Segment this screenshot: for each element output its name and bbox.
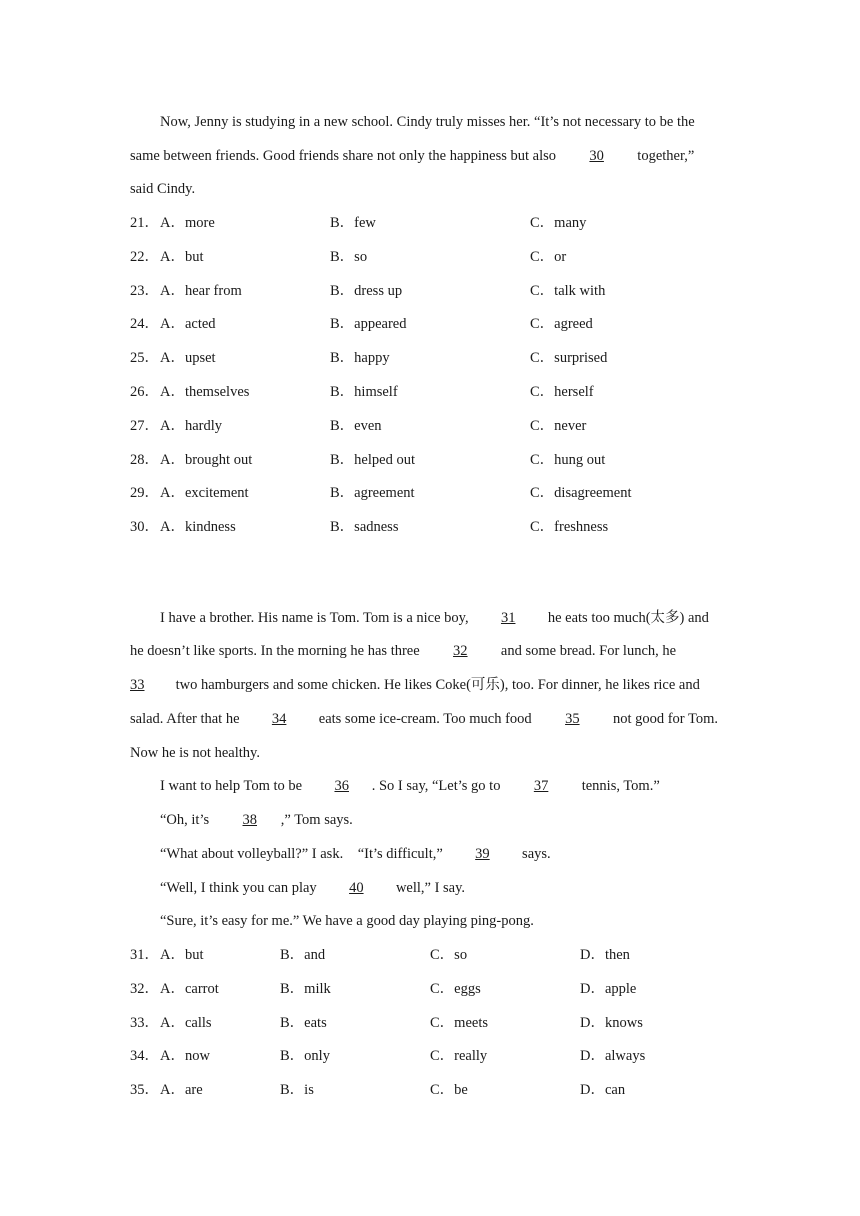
passage-line <box>160 608 730 628</box>
option-a: A．calls <box>160 1014 212 1031</box>
option-b: B．milk <box>280 980 331 997</box>
passage-text: he doesn’t like sports. In the morning he has three <box>130 643 420 659</box>
option-a: A．kindness <box>160 519 236 536</box>
question-number: 33． <box>130 1014 159 1031</box>
passage-text: salad. After that he <box>130 711 240 727</box>
option-b: B．and <box>280 947 326 963</box>
option-a: A．but <box>160 248 204 265</box>
passage-line: Now, Jenny is studying in a new school. Cindy truly misses her. “It’s not necessary to be the <box>160 114 695 130</box>
option-a: A．excitement <box>160 485 249 502</box>
question-row <box>130 979 730 999</box>
answer-blank: 31 <box>500 610 516 626</box>
option-b: B．few <box>330 215 376 231</box>
passage-text: and some bread. For lunch, he <box>500 643 677 659</box>
option-b: B．agreement <box>330 485 415 502</box>
option-c: C．disagreement <box>530 485 632 502</box>
passage-text: same between friends. Good friends share not only the happiness but also <box>130 148 557 164</box>
answer-blank: 39 <box>475 846 490 862</box>
question-number: 29． <box>130 485 159 502</box>
question-row <box>130 382 730 402</box>
option-c: C．freshness <box>530 519 609 536</box>
option-a: A．carrot <box>160 980 219 997</box>
answer-blank: 30 <box>589 148 604 164</box>
passage-text: “Well, I think you can play <box>160 880 317 896</box>
passage-line: “Sure, it’s easy for me.” We have a good day playing ping-pong. <box>160 913 534 929</box>
option-b: B．appeared <box>330 316 407 333</box>
question-row <box>130 348 730 368</box>
question-number: 23． <box>130 282 159 299</box>
answer-blank: 34 <box>271 711 287 727</box>
option-a: A．but <box>160 947 204 963</box>
question-number: 22． <box>130 248 159 265</box>
passage-text: . So I say, “Let’s go to <box>371 778 501 794</box>
passage-line <box>160 810 730 830</box>
passage-line <box>130 675 730 695</box>
question-number: 31． <box>130 947 159 963</box>
option-b: B．is <box>280 1082 314 1099</box>
answer-blank: 33 <box>130 677 145 693</box>
option-c: C．or <box>530 248 567 265</box>
question-number: 27． <box>130 417 159 434</box>
passage-line <box>160 776 730 796</box>
option-a: A．more <box>160 215 215 231</box>
option-c: C．meets <box>430 1014 488 1031</box>
answer-blank: 37 <box>533 778 549 794</box>
option-c: C．surprised <box>530 350 608 367</box>
question-row <box>130 416 730 436</box>
option-b: B．happy <box>330 350 390 367</box>
answer-blank: 40 <box>349 880 364 896</box>
question-number: 35． <box>130 1082 159 1099</box>
option-a: A．acted <box>160 316 216 333</box>
question-number: 28． <box>130 451 159 468</box>
question-row <box>130 483 730 503</box>
option-d: D．knows <box>580 1014 643 1031</box>
passage-text: “What about volleyball?” I ask. “It’s difficult,” <box>160 846 443 862</box>
option-b: B．helped out <box>330 451 415 468</box>
answer-blank: 32 <box>453 643 468 659</box>
option-b: B．so <box>330 248 368 265</box>
answer-blank: 35 <box>565 711 580 727</box>
passage-text: says. <box>522 846 551 862</box>
option-c: C．really <box>430 1048 488 1065</box>
passage-text: I have a brother. His name is Tom. Tom is a nice boy, <box>160 610 469 626</box>
question-number: 21． <box>130 215 159 231</box>
option-c: C．talk with <box>530 282 606 299</box>
option-b: B．dress up <box>330 282 403 299</box>
option-b: B．eats <box>280 1014 327 1031</box>
passage-line <box>130 146 730 166</box>
option-c: C．never <box>530 417 587 434</box>
passage-text: well,” I say. <box>395 880 466 896</box>
option-a: A．brought out <box>160 451 253 468</box>
passage-text: I want to help Tom to be <box>160 778 303 794</box>
option-b: B．himself <box>330 384 398 400</box>
option-d: D．apple <box>580 980 637 997</box>
option-c: C．so <box>430 947 468 963</box>
passage-line: said Cindy. <box>130 181 196 197</box>
option-d: D．can <box>580 1082 626 1099</box>
question-number: 24． <box>130 316 159 333</box>
question-row <box>130 945 730 965</box>
option-d: D．then <box>580 947 630 963</box>
question-number: 26． <box>130 384 159 400</box>
option-b: B．even <box>330 417 382 434</box>
question-number: 34． <box>130 1048 159 1065</box>
option-d: D．always <box>580 1048 646 1065</box>
option-c: C．herself <box>530 384 594 400</box>
option-b: B．only <box>280 1048 330 1065</box>
answer-blank: 38 <box>242 812 258 828</box>
option-c: C．be <box>430 1082 468 1099</box>
passage-text: together,” <box>637 148 695 164</box>
option-c: C．agreed <box>530 316 593 333</box>
passage-line <box>130 641 730 661</box>
answer-blank: 36 <box>334 778 349 794</box>
option-c: C．hung out <box>530 451 606 468</box>
option-a: A．hardly <box>160 417 223 434</box>
question-row <box>130 247 730 267</box>
option-b: B．sadness <box>330 519 399 536</box>
question-row <box>130 314 730 334</box>
passage-line <box>160 878 730 898</box>
option-a: A．upset <box>160 350 216 367</box>
question-row <box>130 517 730 537</box>
passage-text: not good for Tom. <box>612 711 718 727</box>
passage-text: ,” Tom says. <box>280 812 353 828</box>
passage-line <box>160 844 730 864</box>
option-c: C．eggs <box>430 980 481 997</box>
question-row <box>130 1080 730 1100</box>
passage-line <box>130 709 730 729</box>
question-row <box>130 1046 730 1066</box>
question-row <box>130 213 730 233</box>
option-a: A．hear from <box>160 282 242 299</box>
question-row <box>130 450 730 470</box>
question-number: 30． <box>130 519 159 536</box>
question-row <box>130 281 730 301</box>
option-a: A．themselves <box>160 384 250 400</box>
passage-text: tennis, Tom.” <box>581 778 660 794</box>
question-number: 32． <box>130 980 159 997</box>
question-number: 25． <box>130 350 159 367</box>
passage-text: two hamburgers and some chicken. He likes Coke(可乐), too. For dinner, he likes rice and <box>175 677 700 693</box>
option-c: C．many <box>530 215 587 231</box>
passage-text: he eats too much(太多) and <box>547 610 709 626</box>
passage-text: eats some ice-cream. Too much food <box>318 711 532 727</box>
option-a: A．now <box>160 1048 210 1065</box>
passage-line: Now he is not healthy. <box>130 745 260 761</box>
passage-text: “Oh, it’s <box>160 812 210 828</box>
option-a: A．are <box>160 1082 203 1099</box>
question-row <box>130 1013 730 1033</box>
